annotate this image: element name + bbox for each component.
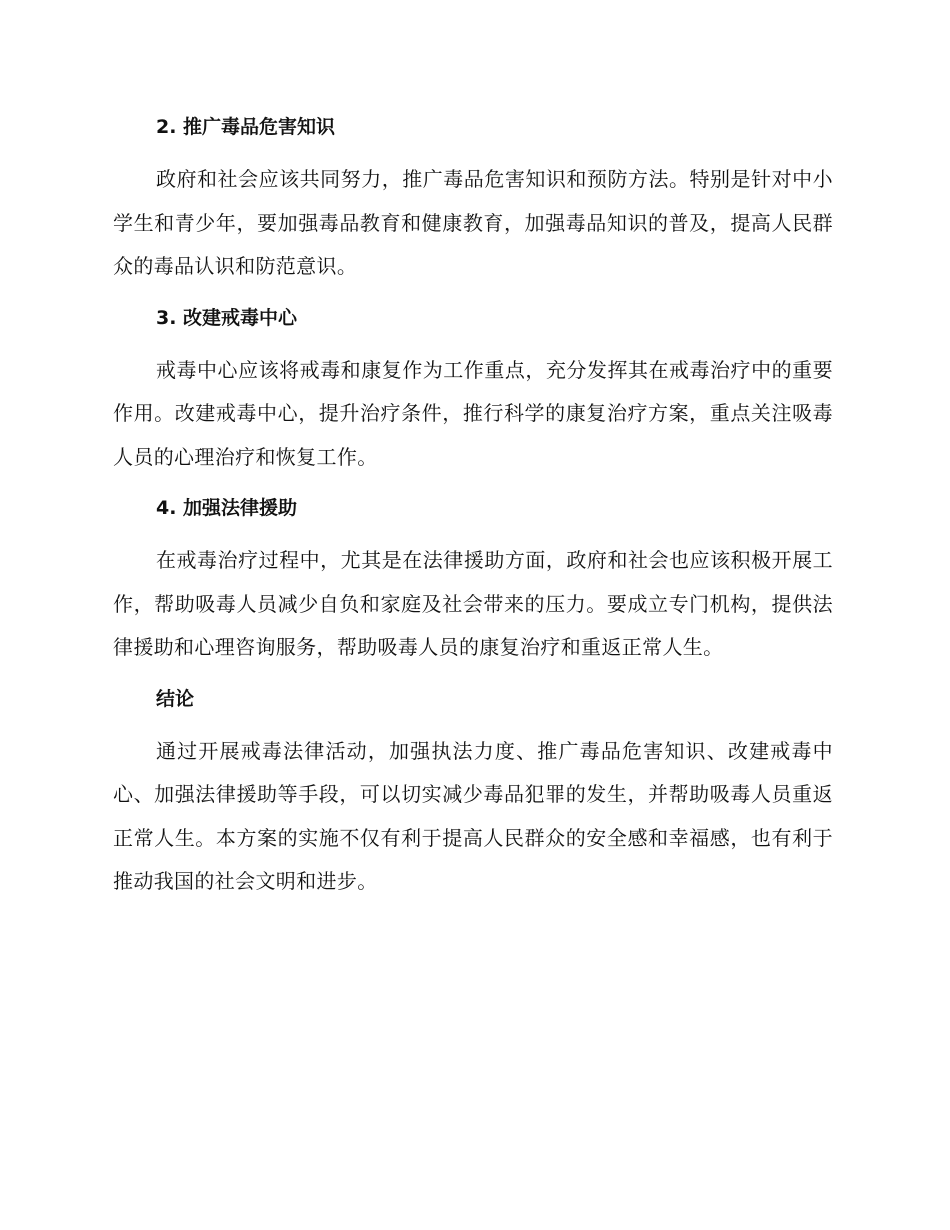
section-heading: 2. 推广毒品危害知识 [156,116,336,138]
section-heading: 3. 改建戒毒中心 [156,306,298,329]
section-conclusion [113,680,833,904]
section-heading: 结论 [156,687,195,710]
section-heading: 4. 加强法律援助 [156,497,298,519]
section-promote-knowledge [113,108,833,289]
section-legal-aid [113,489,833,670]
document-body [113,108,833,914]
section-rebuild-center [113,299,833,480]
section-paragraph: 在戒毒治疗过程中，尤其是在法律援助方面，政府和社会也应该积极开展工作，帮助吸毒人员减少自负和家庭及社会带来的压力。要成立专门机构，提供法律援助和心理咨询服务，帮助吸毒人员的康复治疗和重返正常人生。 [113,548,833,659]
section-paragraph: 戒毒中心应该将戒毒和康复作为工作重点，充分发挥其在戒毒治疗中的重要作用。改建戒毒中心，提升治疗条件，推行科学的康复治疗方案，重点关注吸毒人员的心理治疗和恢复工作。 [113,357,833,469]
section-paragraph: 通过开展戒毒法律活动，加强执法力度、推广毒品危害知识、改建戒毒中心、加强法律援助等手段，可以切实减少毒品犯罪的发生，并帮助吸毒人员重返正常人生。本方案的实施不仅有利于提高人民群众的安全感和幸福感，也有利于推动我国的社会文明和进步。 [113,738,833,893]
section-paragraph: 政府和社会应该共同努力，推广毒品危害知识和预防方法。特别是针对中小学生和青少年，要加强毒品教育和健康教育，加强毒品知识的普及，提高人民群众的毒品认识和防范意识。 [113,167,833,278]
